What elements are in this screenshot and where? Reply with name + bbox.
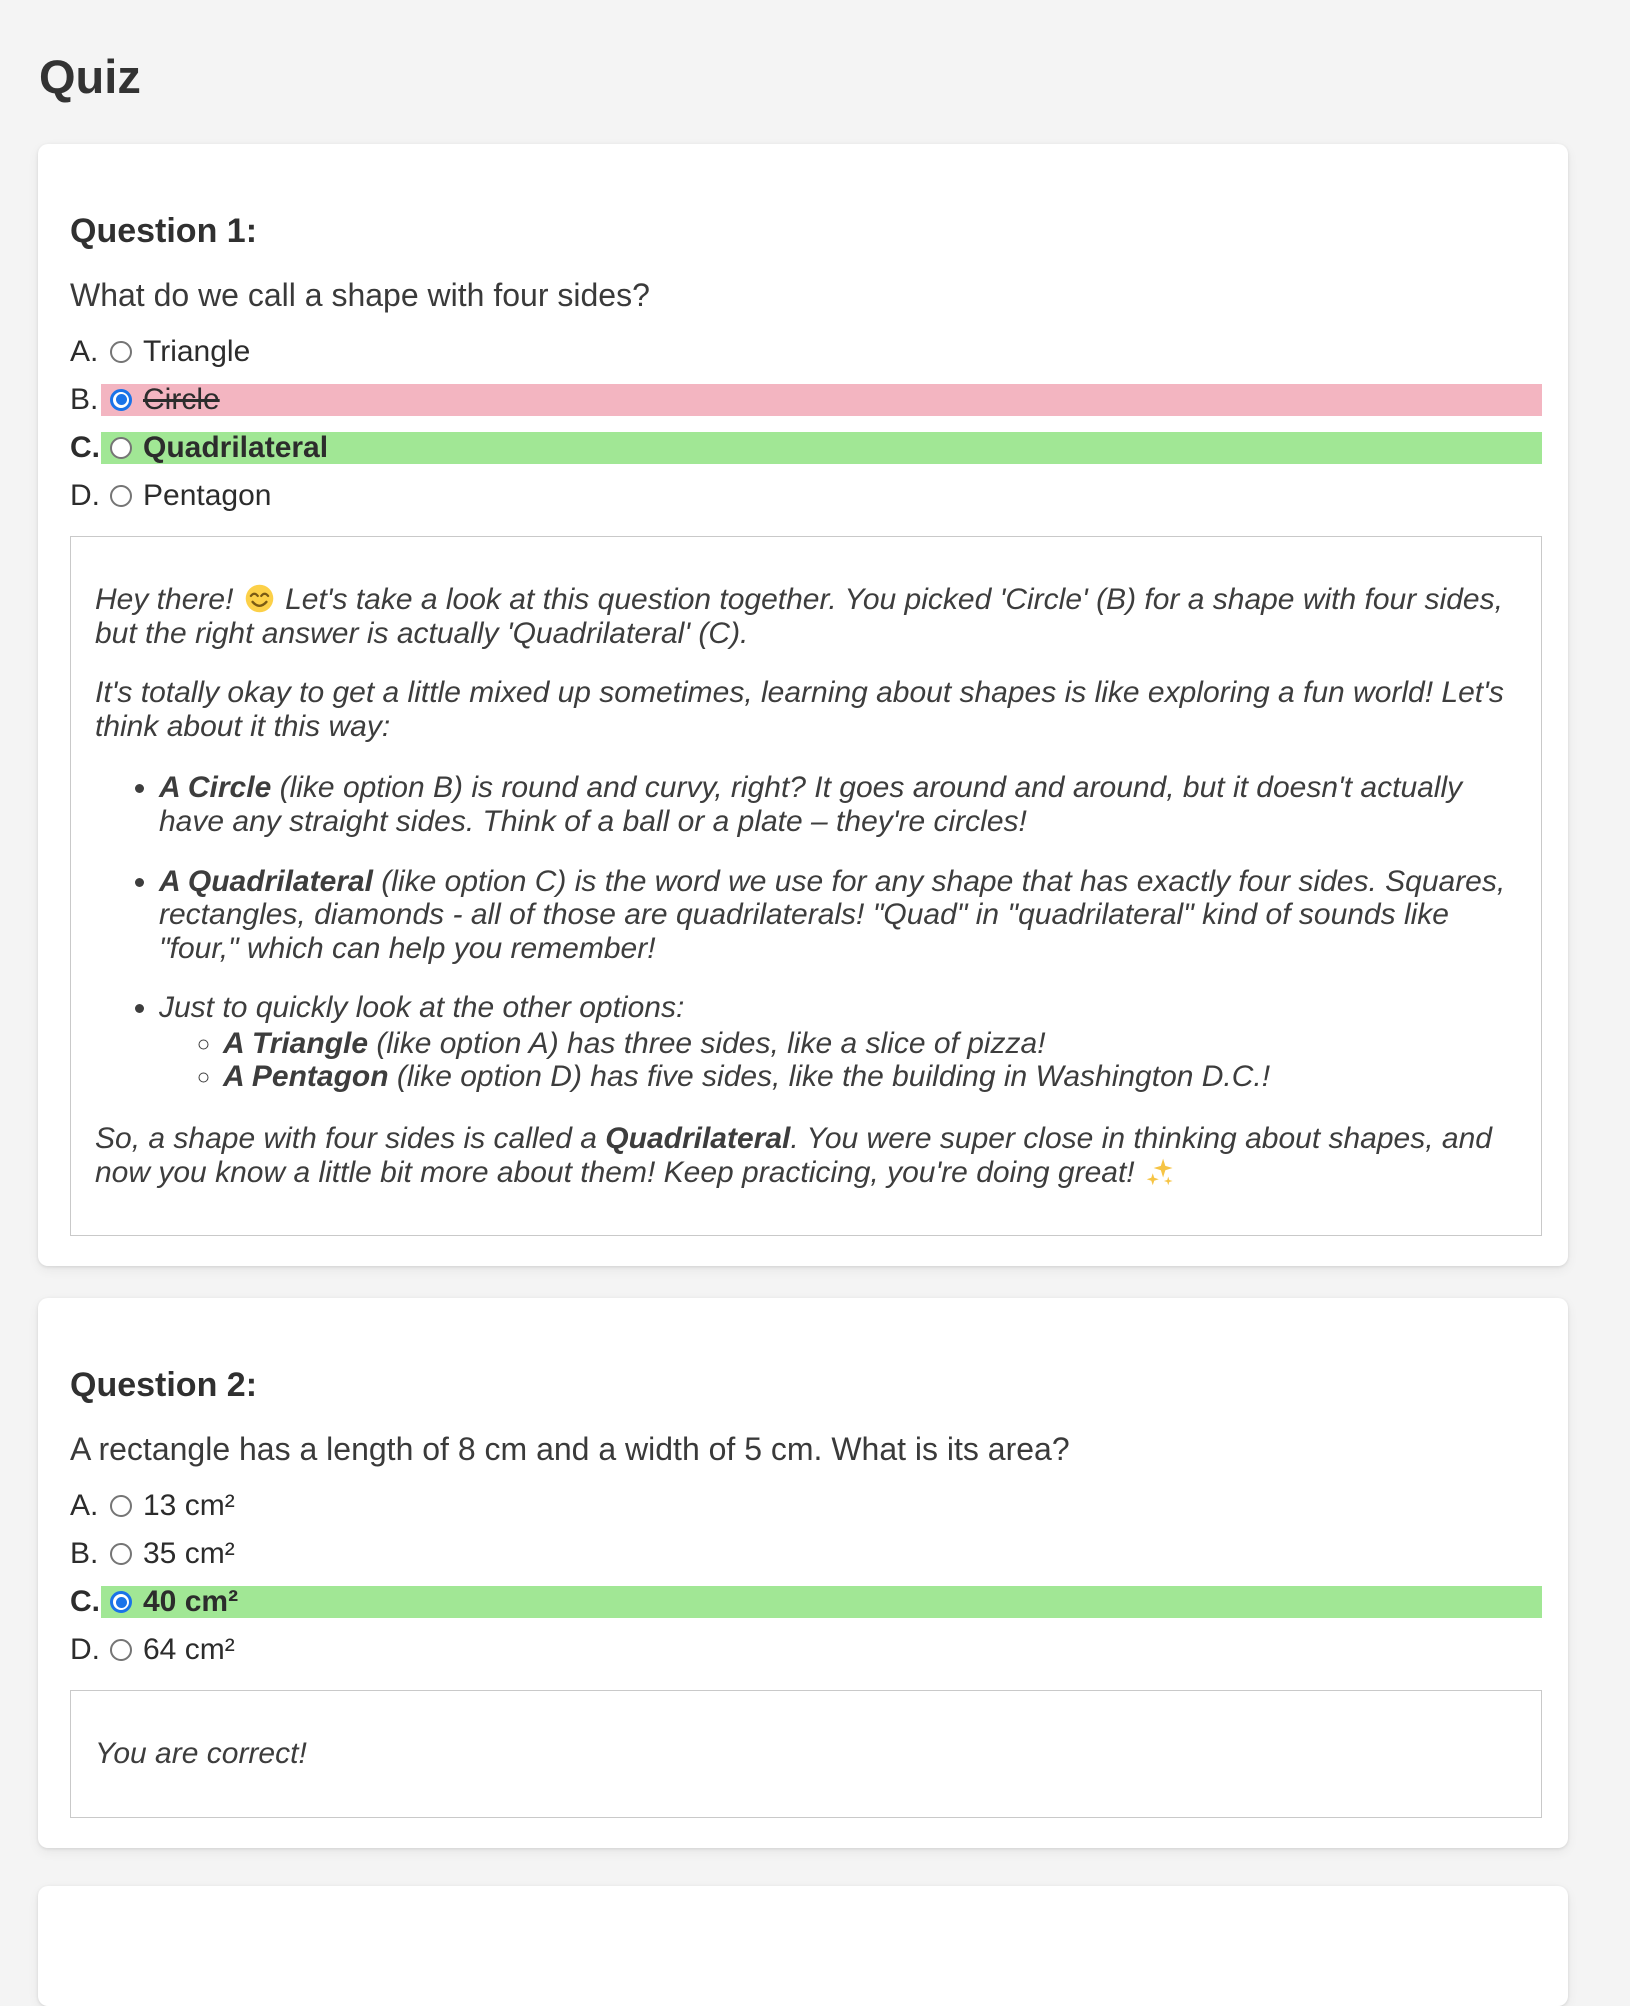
option-label: Pentagon [143,478,272,512]
feedback-bullet: • Just to quickly look at the other options: ◦ A Triangle (like option A) has three sides, like a slice of pizza! ◦ A Pentagon (like option D) has five sides, like the building in Washington D.C.! [159,991,1517,1094]
feedback-paragraph: You are correct! [95,1737,307,1771]
option-row [70,480,1542,512]
option-letter: C. [70,1585,100,1619]
feedback-box [70,536,1542,1236]
radio-button-selected-icon[interactable] [110,1591,132,1613]
option-row [70,336,1542,368]
feedback-sub-bullet-list [159,1027,1517,1094]
option-row [70,1538,1542,1570]
option-letter: A. [70,334,99,368]
option-choice[interactable] [101,1490,1542,1522]
option-row [70,384,1542,416]
option-label: 64 cm² [143,1633,235,1667]
option-choice[interactable] [101,1586,1542,1618]
option-letter: A. [70,1489,99,1523]
option-label: 40 cm² [143,1585,239,1619]
radio-button-icon[interactable] [110,341,132,363]
feedback-box [70,1690,1542,1818]
question-card-1 [38,144,1568,1266]
radio-button-icon[interactable] [110,1639,132,1661]
question-heading: Question 1: [70,212,258,251]
radio-button-selected-icon[interactable] [110,389,132,411]
option-letter: B. [70,382,99,416]
option-label: Circle [143,382,220,416]
question-cards [38,144,1568,1848]
option-letter: C. [70,430,100,464]
option-row [70,432,1542,464]
feedback-paragraph: So, a shape with four sides is called a Quadrilateral. You were super close in thinking about shapes, and now you know a little bit more about them! Keep practicing, you're doing great! [95,1122,1492,1189]
feedback-bullet-list [95,771,1517,1094]
feedback-bullet: • A Quadrilateral (like option C) is the word we use for any shape that has exactly four sides. Squares, rectangles, diamonds - all of those are quadrilaterals! "Quad" in "quadrilateral" kind of sounds like "four," which can help you remember! [159,865,1517,966]
feedback-sub-bullet: ◦ A Pentagon (like option D) has five sides, like the building in Washington D.C.! [223,1060,1517,1094]
page-title: Quiz [39,50,141,103]
option-letter: D. [70,478,100,512]
radio-button-icon[interactable] [110,485,132,507]
option-letter: B. [70,1537,99,1571]
option-row [70,1634,1542,1666]
option-choice[interactable] [101,1634,1542,1666]
option-label: Triangle [143,334,251,368]
smiling-face-emoji [244,583,275,614]
option-row [70,1586,1542,1618]
option-choice[interactable] [101,432,1542,464]
option-choice[interactable] [101,384,1542,416]
question-prompt: What do we call a shape with four sides? [70,277,650,314]
feedback-sub-bullet: ◦ A Triangle (like option A) has three sides, like a slice of pizza! [223,1027,1517,1061]
question-card-2 [38,1298,1568,1847]
option-choice[interactable] [101,480,1542,512]
sparkles-emoji [1145,1156,1176,1187]
radio-button-icon[interactable] [110,437,132,459]
radio-button-icon[interactable] [110,1495,132,1517]
option-choice[interactable] [101,1538,1542,1570]
feedback-paragraph: It's totally okay to get a little mixed up sometimes, learning about shapes is like exploring a fun world! Let's think about it this way: [95,676,1504,743]
question-prompt: A rectangle has a length of 8 cm and a width of 5 cm. What is its area? [70,1431,1070,1468]
next-question-card-partial [38,1886,1568,2006]
options-list [70,1490,1542,1666]
option-label: 35 cm² [143,1537,235,1571]
options-list [70,336,1542,512]
option-label: Quadrilateral [143,430,329,464]
feedback-paragraph: Hey there! Let's take a look at this question together. You picked 'Circle' (B) for a shape with four sides, but the right answer is actually 'Quadrilateral' (C). [95,582,1503,650]
feedback-bullet: • A Circle (like option B) is round and curvy, right? It goes around and around, but it doesn't actually have any straight sides. Think of a ball or a plate – they're circles! [159,771,1517,838]
option-choice[interactable] [101,336,1542,368]
radio-button-icon[interactable] [110,1543,132,1565]
option-row [70,1490,1542,1522]
option-letter: D. [70,1633,100,1667]
option-label: 13 cm² [143,1489,235,1523]
question-heading: Question 2: [70,1366,258,1405]
